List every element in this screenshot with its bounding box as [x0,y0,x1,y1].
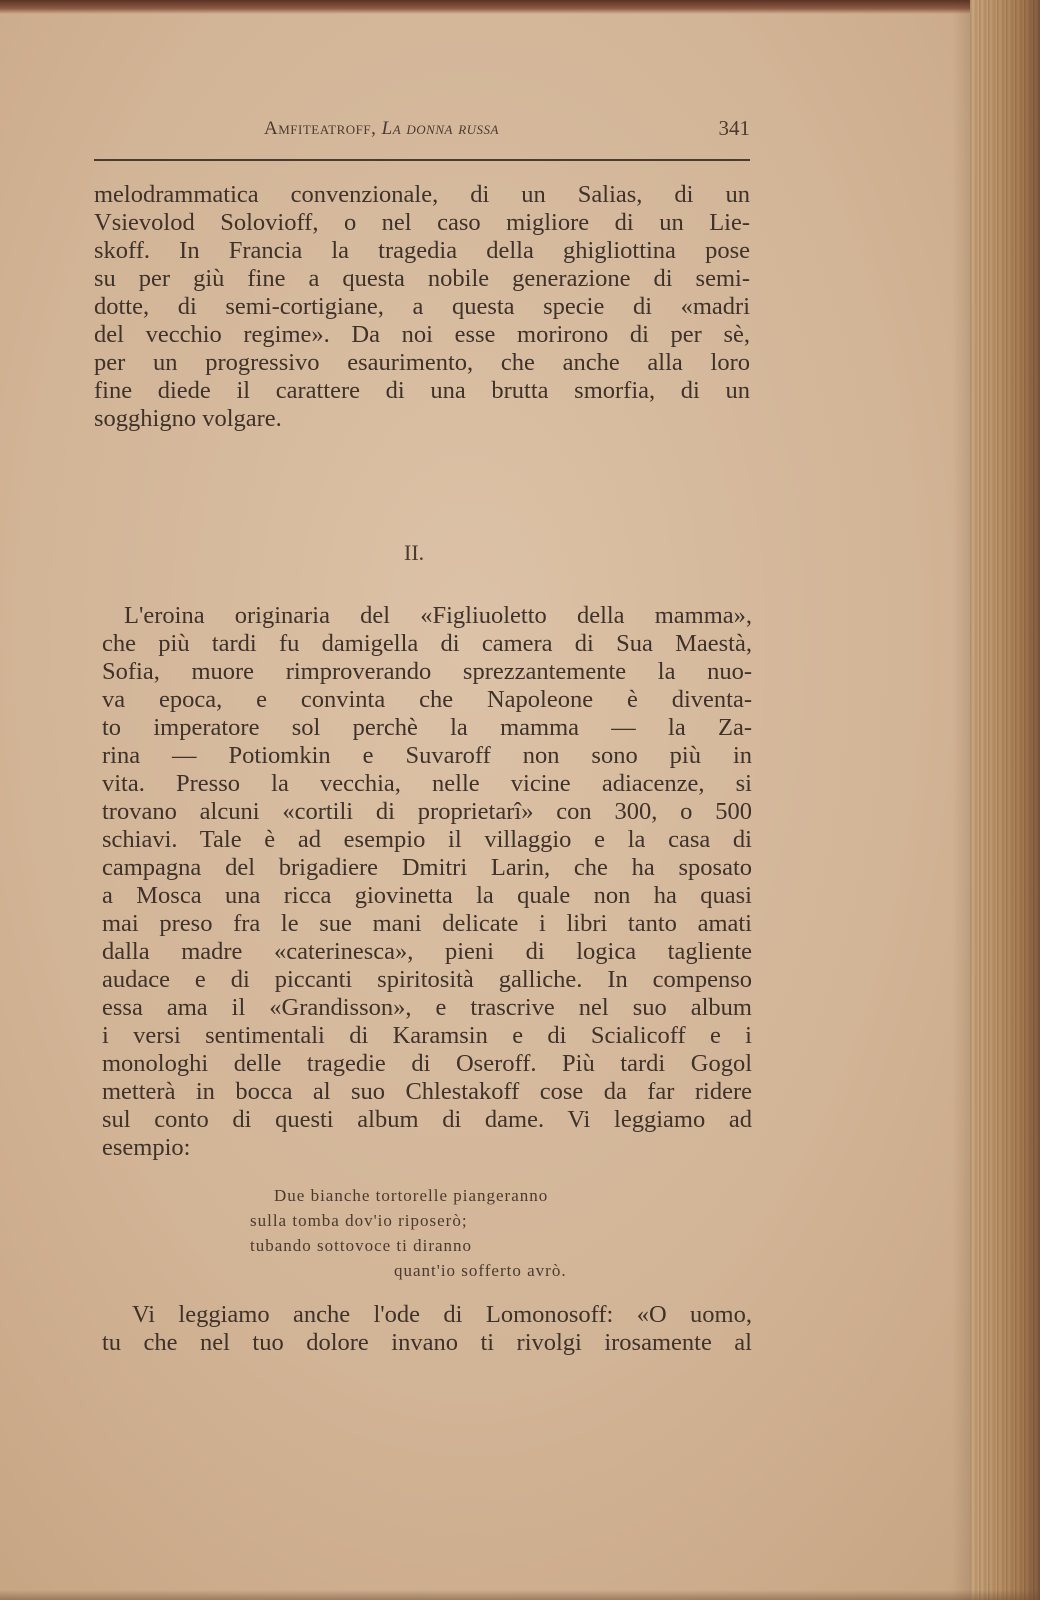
text-line: skoff. In Francia la tragedia della ghigliottina pose [94,237,750,264]
text-line: dotte, di semi-cortigiane, a questa specie di «madri [94,293,750,320]
paragraph-1 [94,181,750,433]
book-spine-edge [970,0,1040,1600]
text-line: metterà in bocca al suo Chlestakoff cose da far ridere [102,1078,752,1105]
poem-quotation [250,1183,567,1283]
paragraph-2 [102,602,752,1162]
text-line: va epoca, e convinta che Napoleone è diventa- [102,686,752,713]
text-line: tu che nel tuo dolore invano ti rivolgi irosamente al [102,1329,752,1356]
text-line: del vecchio regime». Da noi esse morirono di per sè, [94,321,750,348]
header-rule [94,159,750,161]
text-line: monologhi delle tragedie di Oseroff. Più tardi Gogol [102,1050,752,1077]
text-line: rina — Potiomkin e Suvaroff non sono più in [102,742,752,769]
text-line: melodrammatica convenzionale, di un Salias, di un [94,181,750,208]
text-line: Vi leggiamo anche l'ode di Lomonosoff: «O uomo, [132,1301,752,1328]
text-line: L'eroina originaria del «Figliuoletto della mamma», [124,602,752,629]
text-line: schiavi. Tale è ad esempio il villaggio e la casa di [102,826,752,853]
text-line: i versi sentimentali di Karamsin e di Scialicoff e i [102,1022,752,1049]
text-line: Sofia, muore rimproverando sprezzantemente la nuo- [102,658,752,685]
text-line: esempio: [102,1134,191,1161]
text-line: Vsievolod Solovioff, o nel caso migliore di un Lie- [94,209,750,236]
text-line: sogghigno volgare. [94,405,282,432]
poem-line: sulla tomba dov'io riposerò; [250,1211,468,1230]
text-line: trovano alcuni «cortili di proprietarî» con 300, o 500 [102,798,752,825]
text-line: essa ama il «Grandisson», e trascrive nel suo album [102,994,752,1021]
text-line: fine diede il carattere di una brutta smorfia, di un [94,377,750,404]
page-top-edge [0,0,1040,14]
text-line: vita. Presso la vecchia, nelle vicine adiacenze, si [102,770,752,797]
poem-line: quant'io sofferto avrò. [394,1261,567,1280]
section-heading: II. [404,540,425,565]
paragraph-3 [102,1301,752,1357]
running-header-text [264,118,499,140]
text-line: dalla madre «caterinesca», pieni di logica tagliente [102,938,752,965]
running-header [94,114,750,144]
text-line: a Mosca una ricca giovinetta la quale non ha quasi [102,882,752,909]
text-line: mai preso fra le sue mani delicate i libri tanto amati [102,910,752,937]
header-author: Amfiteatroff, [264,118,377,139]
text-line: per un progressivo esaurimento, che anche alla loro [94,349,750,376]
text-line: to imperatore sol perchè la mamma — la Za- [102,714,752,741]
header-title: La donna russa [381,118,499,139]
text-line: campagna del brigadiere Dmitri Larin, che ha sposato [102,854,752,881]
text-line: che più tardi fu damigella di camera di Sua Maestà, [102,630,752,657]
text-line: audace e di piccanti spiritosità galliche. In compenso [102,966,752,993]
text-line: su per giù fine a questa nobile generazione di semi- [94,265,750,292]
page-bottom-edge [0,1590,1040,1600]
poem-line: tubando sottovoce ti diranno [250,1236,473,1255]
page-number: 341 [718,116,750,140]
poem-line: Due bianche tortorelle piangeranno [274,1186,549,1205]
text-line: sul conto di questi album di dame. Vi leggiamo ad [102,1106,752,1133]
